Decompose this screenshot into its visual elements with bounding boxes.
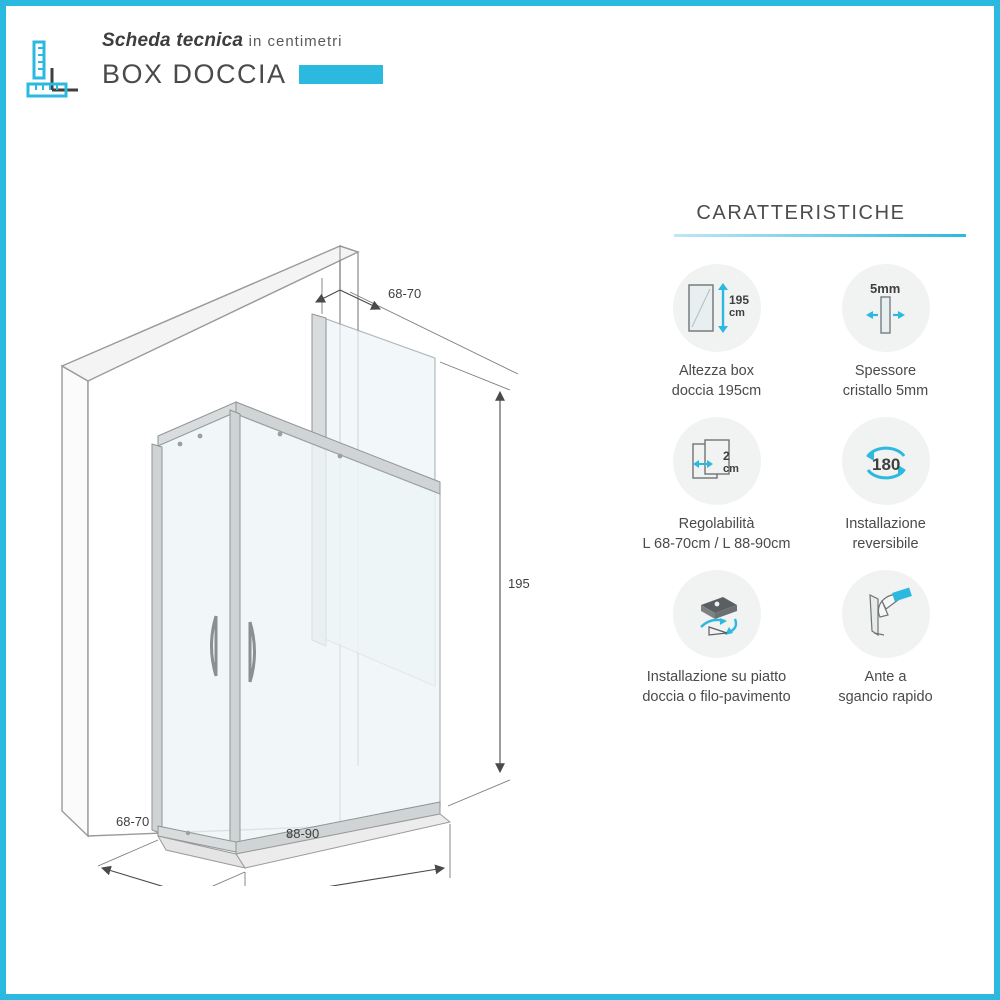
header-scheda-bold: Scheda tecnica: [102, 30, 244, 51]
feature-height-badge2: cm: [728, 307, 745, 319]
feature-height: [636, 264, 797, 401]
header-scheda-small: in centimetri: [248, 33, 343, 50]
dim-top-label: 68-70: [388, 286, 422, 301]
reversible-180-icon: [842, 417, 930, 505]
quick-release-door-icon: [842, 570, 930, 658]
feature-height-badge1: 195: [728, 293, 749, 307]
feature-adjust-badge1: 2: [722, 449, 730, 464]
feature-quick-caption1: Ante a: [864, 669, 907, 686]
feature-quick-release: [805, 570, 966, 707]
feature-thickness-caption2: cristallo 5mm: [842, 382, 929, 399]
features-panel: [636, 202, 966, 707]
features-rule: [674, 234, 966, 237]
glass-thickness-icon: [842, 264, 930, 352]
header: [26, 30, 486, 112]
dim-bottom-left-label: 68-70: [116, 814, 150, 829]
dim-height-label: 195: [508, 576, 530, 591]
feature-adjust-caption1: Regolabilità: [678, 516, 755, 533]
feature-tray-caption1: Installazione su piatto: [646, 669, 787, 686]
features-title: CARATTERISTICHE: [696, 202, 906, 224]
feature-tray-install: [636, 570, 797, 707]
feature-reversible-caption2: reversibile: [852, 535, 919, 552]
feature-thickness: [805, 264, 966, 401]
page-title: BOX DOCCIA: [102, 59, 287, 89]
feature-reversible: [805, 417, 966, 554]
glass-panel-height-icon: [673, 264, 761, 352]
feature-thickness-caption1: Spessore: [854, 363, 917, 379]
feature-tray-caption2: doccia o filo-pavimento: [642, 688, 791, 705]
feature-reversible-caption1: Installazione: [845, 516, 926, 533]
title-accent-bar: [299, 65, 383, 84]
feature-thickness-badge: 5mm: [869, 281, 900, 296]
dim-bottom-right-label: 88-90: [286, 826, 320, 841]
shower-tray-install-icon: [673, 570, 761, 658]
feature-reversible-badge: 180: [871, 455, 900, 475]
feature-adjust-badge2: cm: [722, 463, 739, 476]
feature-height-caption1: Altezza box: [679, 363, 754, 379]
shower-enclosure-drawing: [40, 206, 600, 886]
ruler-square-icon: [26, 38, 88, 100]
feature-adjust-caption2: L 68-70cm / L 88-90cm: [642, 535, 791, 552]
feature-adjustability: [636, 417, 797, 554]
feature-height-caption2: doccia 195cm: [671, 382, 762, 399]
feature-quick-caption2: sgancio rapido: [838, 688, 933, 705]
adjustability-icon: [673, 417, 761, 505]
